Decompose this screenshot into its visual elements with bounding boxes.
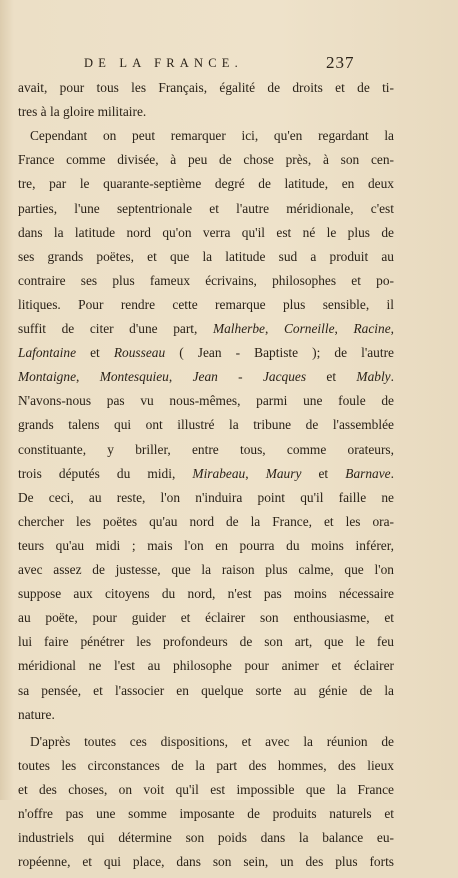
text-line — [18, 104, 394, 128]
text-segment: teurs qu'au midi ; mais l'on en pourra du moins inférer, — [18, 537, 394, 553]
text-line — [18, 201, 394, 225]
proper-name: Mirabeau — [192, 465, 246, 481]
text-segment: avait, pour tous les Français, égalité de droits et de ti- — [18, 80, 394, 95]
text-segment: . — [390, 369, 394, 385]
text-line — [18, 806, 394, 830]
text-line — [18, 442, 394, 466]
text-segment: France comme divisée, à peu de chose près, à son cen- — [18, 152, 394, 168]
text-line — [18, 538, 394, 562]
text-line — [18, 610, 394, 634]
text-segment: ses grands poëtes, et que la latitude sud a produit au — [18, 248, 394, 264]
text-segment: grands talens qui ont illustré la tribune de l'assemblée — [18, 417, 394, 433]
text-line — [18, 369, 394, 393]
text-line — [18, 514, 394, 538]
proper-name: Jean - Jacques — [192, 369, 307, 385]
text-segment: industriels qui détermine son poids dans la balance eu- — [18, 830, 394, 846]
text-line — [18, 152, 394, 176]
text-segment: et des choses, on voit qu'il est impossible que la France — [18, 781, 394, 797]
text-segment: trois députés du midi, — [18, 465, 193, 481]
text-line — [18, 417, 394, 441]
text-segment: contraire ses plus fameux écrivains, philosophes et po- — [18, 272, 394, 288]
text-line — [30, 128, 394, 152]
text-segment: suffit de citer d'une part, — [18, 321, 213, 336]
text-line — [18, 634, 394, 658]
text-segment: , — [334, 321, 354, 336]
text-segment: , — [390, 321, 395, 336]
proper-name: Lafontaine — [18, 345, 77, 361]
text-segment: au poëte, pour guider et éclairer son enthousiasme, et — [18, 610, 394, 626]
text-line — [18, 758, 394, 782]
text-line — [18, 562, 394, 586]
text-line — [18, 393, 394, 417]
text-segment: lui faire pénétrer les profondeurs de son art, que le feu — [18, 634, 394, 650]
text-line — [18, 854, 394, 878]
page-number: 237 — [326, 53, 355, 72]
text-segment: , — [76, 369, 100, 385]
text-segment: et — [76, 345, 114, 361]
text-segment: parties, l'une septentrionale et l'autre méridionale, c'est — [18, 200, 394, 216]
text-line — [18, 490, 394, 514]
text-line — [18, 586, 394, 610]
text-segment: , — [245, 465, 266, 481]
text-line — [18, 658, 394, 682]
text-segment: sa pensée, et l'associer en quelque sorte au génie de la — [18, 682, 394, 698]
proper-name: Mably — [356, 369, 391, 385]
text-segment: méridional ne l'est au philosophe pour animer et éclairer — [18, 658, 394, 674]
proper-name: Barnave — [345, 465, 391, 481]
text-line — [18, 830, 394, 854]
text-line — [30, 734, 394, 758]
text-segment: ropéenne, et qui place, dans son sein, un des plus forts — [18, 854, 394, 870]
text-line — [18, 707, 394, 731]
proper-name: Rousseau — [113, 345, 166, 361]
text-line — [18, 297, 394, 321]
text-line — [18, 225, 394, 249]
text-segment: litiques. Pour rendre cette remarque plus sensible, il — [18, 296, 394, 312]
proper-name: Maury — [265, 465, 302, 481]
text-line — [18, 80, 394, 104]
text-line — [18, 321, 394, 345]
proper-name: Malherbe — [212, 321, 265, 336]
text-segment: De ceci, au reste, l'on n'induira point qu'il faille ne — [18, 489, 394, 505]
text-segment: dans la latitude nord qu'on verra qu'il est né le plus de — [18, 224, 394, 240]
text-line — [18, 176, 394, 200]
running-title: DE LA FRANCE. — [84, 56, 243, 70]
text-segment: avec assez de justesse, que la raison plus calme, que l'on — [18, 562, 394, 577]
text-segment: Cependant on peut remarquer ici, qu'en regardant la — [30, 128, 394, 144]
text-segment: n'offre pas une somme imposante de produits naturels et — [18, 806, 394, 821]
text-segment: N'avons-nous pas vu nous-mêmes, parmi une foule de — [18, 393, 394, 409]
proper-name: Montaigne — [18, 369, 77, 385]
text-line — [18, 466, 394, 490]
text-segment: et — [301, 465, 346, 481]
text-segment: , — [168, 369, 193, 385]
text-segment: D'après toutes ces dispositions, et avec la réunion de — [30, 733, 394, 749]
text-segment: tres à la gloire militaire. — [18, 104, 147, 120]
text-line — [18, 683, 394, 707]
text-line — [18, 273, 394, 297]
text-line — [18, 345, 394, 369]
text-segment: ( Jean - Baptiste ); de l'autre — [165, 345, 394, 361]
text-segment: . — [390, 465, 394, 481]
proper-name: Montesquieu — [99, 369, 169, 385]
proper-name: Corneille — [283, 321, 335, 336]
text-segment: , — [265, 321, 284, 336]
text-segment: nature. — [18, 706, 55, 722]
text-segment: tre, par le quarante-septième degré de latitude, en deux — [18, 176, 394, 192]
text-line — [18, 249, 394, 273]
text-segment: toutes les circonstances de la part des hommes, des lieux — [18, 757, 394, 773]
text-segment: constituante, y briller, entre tous, comme orateurs, — [18, 441, 394, 457]
page-header — [0, 53, 458, 74]
proper-name: Racine — [353, 321, 391, 336]
text-segment: suppose aux citoyens du nord, n'est pas moins nécessaire — [18, 586, 394, 602]
text-segment: et — [306, 369, 357, 385]
text-line — [18, 782, 394, 806]
text-segment: chercher les poëtes qu'au nord de la France, et les ora- — [18, 513, 394, 529]
